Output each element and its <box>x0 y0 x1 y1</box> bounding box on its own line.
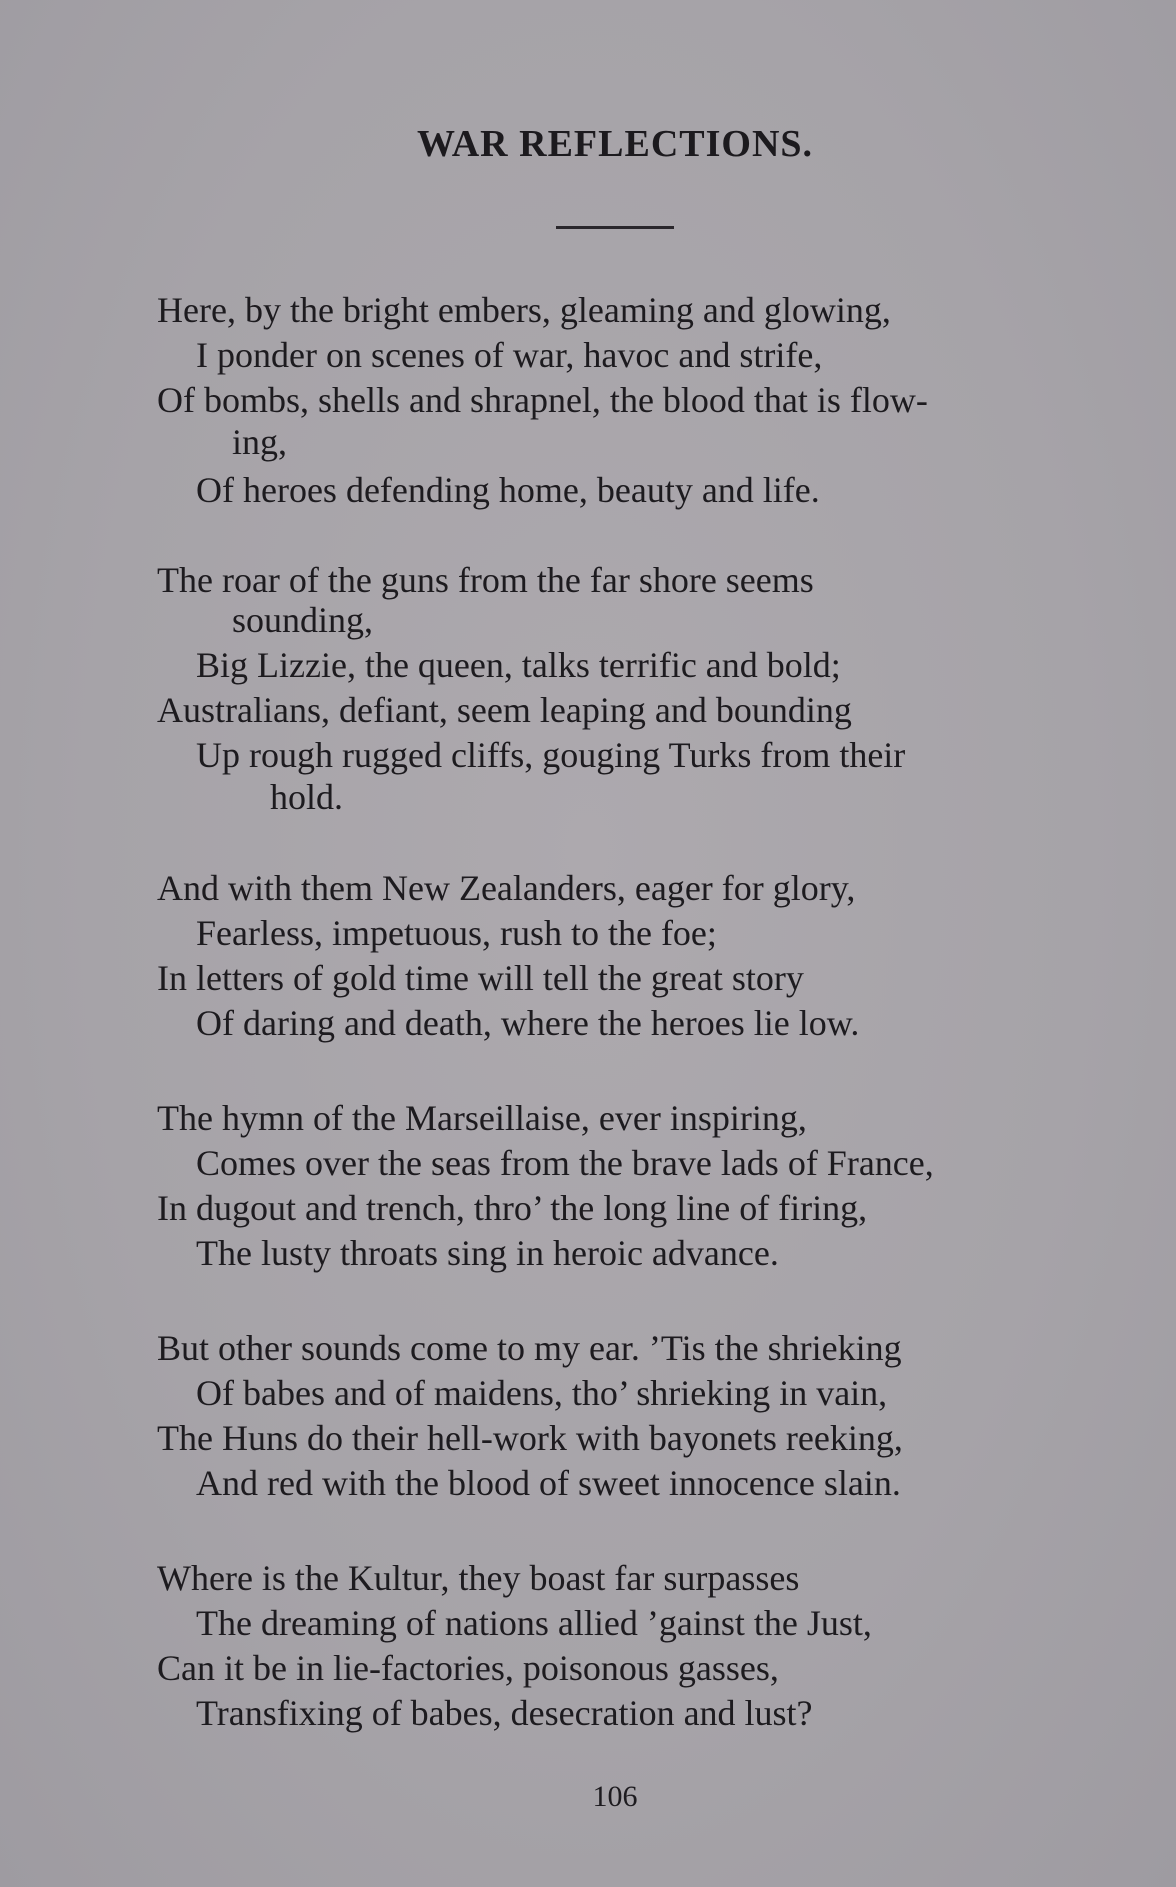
stanza-2-line-1: The roar of the guns from the far shore seems <box>157 560 814 600</box>
stanza-6-line-4: Transfixing of babes, desecration and lust? <box>196 1693 813 1733</box>
stanza-1-line-5: Of heroes defending home, beauty and life. <box>196 470 820 510</box>
page-number: 106 <box>592 1780 638 1813</box>
stanza-6-line-2: The dreaming of nations allied ’gainst the Just, <box>196 1603 872 1643</box>
stanza-2-line-6: hold. <box>270 777 344 817</box>
stanza-3-line-2: Fearless, impetuous, rush to the foe; <box>196 913 717 953</box>
stanza-5-line-3: The Huns do their hell-work with bayonets reeking, <box>157 1418 903 1458</box>
stanza-1-line-2: I ponder on scenes of war, havoc and strife, <box>196 335 823 375</box>
stanza-2-line-4: Australians, defiant, seem leaping and bounding <box>157 690 852 730</box>
stanza-4-line-4: The lusty throats sing in heroic advance. <box>196 1233 779 1273</box>
stanza-6-line-3: Can it be in lie-factories, poisonous gasses, <box>157 1648 779 1688</box>
poem-title: WAR REFLECTIONS. <box>416 123 814 165</box>
stanza-6-line-1: Where is the Kultur, they boast far surpasses <box>157 1558 800 1598</box>
stanza-2-line-5: Up rough rugged cliffs, gouging Turks from their <box>196 735 906 775</box>
stanza-5-line-4: And red with the blood of sweet innocence slain. <box>196 1463 901 1503</box>
stanza-2-line-2: sounding, <box>232 600 374 640</box>
title-divider <box>556 226 674 229</box>
stanza-1-line-4: ing, <box>232 422 288 462</box>
stanza-1-line-1: Here, by the bright embers, gleaming and glowing, <box>157 290 891 330</box>
stanza-5-line-1: But other sounds come to my ear. ’Tis the shrieking <box>157 1328 902 1368</box>
stanza-4-line-1: The hymn of the Marseillaise, ever inspiring, <box>157 1098 807 1138</box>
stanza-4-line-3: In dugout and trench, thro’ the long line of firing, <box>157 1188 868 1228</box>
stanza-2-line-3: Big Lizzie, the queen, talks terrific and bold; <box>196 645 841 685</box>
stanza-1-line-3: Of bombs, shells and shrapnel, the blood that is flow- <box>157 380 928 420</box>
stanza-3-line-1: And with them New Zealanders, eager for glory, <box>157 868 856 908</box>
stanza-5-line-2: Of babes and of maidens, tho’ shrieking in vain, <box>196 1373 888 1413</box>
stanza-3-line-3: In letters of gold time will tell the great story <box>157 958 804 998</box>
stanza-3-line-4: Of daring and death, where the heroes lie low. <box>196 1003 860 1043</box>
stanza-4-line-2: Comes over the seas from the brave lads of France, <box>196 1143 934 1183</box>
